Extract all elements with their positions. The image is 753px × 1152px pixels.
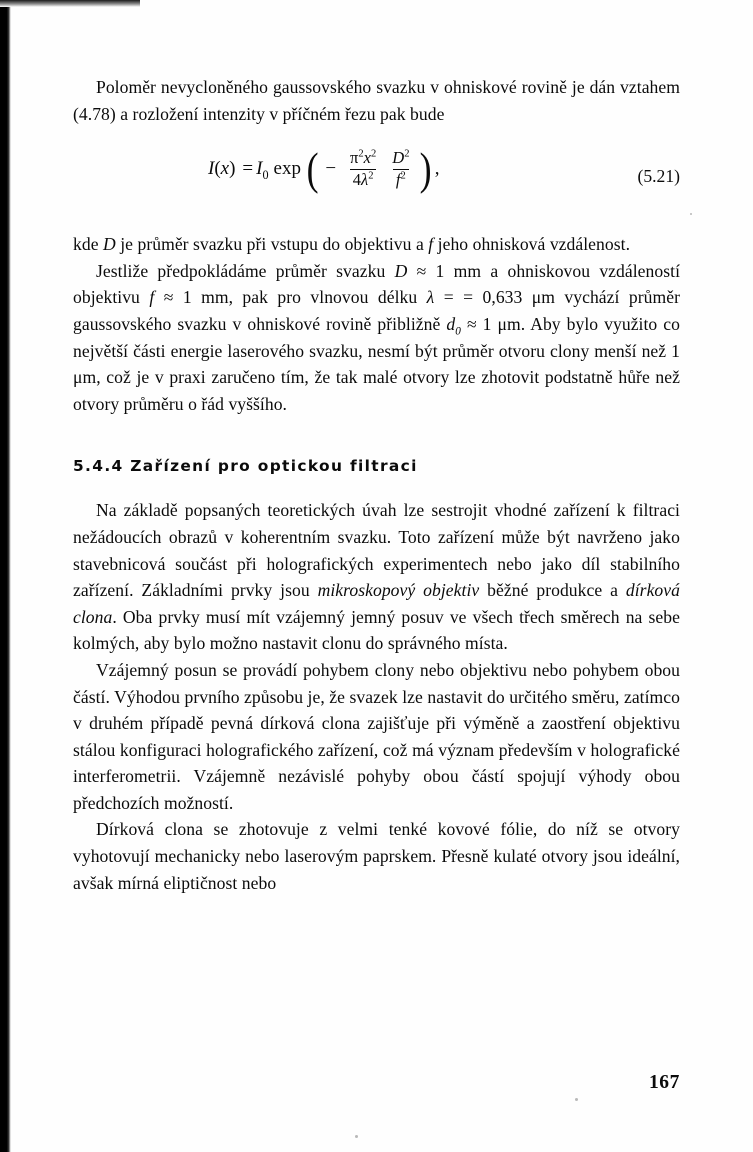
intro-line-1: Poloměr nevycloněného gaussovského svazku v ohniskové rovině <box>96 77 567 97</box>
equation-paren-open: ( <box>306 142 319 194</box>
fraction-2-numerator: $D^2$ <box>392 148 410 168</box>
equation-5-21 <box>73 142 680 211</box>
scan-speckle <box>575 1098 578 1101</box>
equation-I0: $I_0$ <box>256 158 269 182</box>
symbol-f: f <box>149 287 155 308</box>
paragraph-example: Jestliže předpokládáme průměr svazku D ≈ 1 mm a ohniskovou vzdáleností objektivu f ≈ 1 mm, pak pro vlnovou délku λ = = 0,633 μm vychází průměr gaussovského svazku v ohniskové rovině přibližně $d_0 \approx 1$ μm. Aby bylo využito co největší části energie laserového svazku, nesmí být průměr otvoru clony menší než 1 μm, což je v praxi zaručeno tím, že tak malé otvory lze zhotovit podstatně hůře než otvory průměru o řád vyššího. <box>73 260 681 414</box>
scan-edge-left <box>0 0 11 1152</box>
page-number: 167 <box>648 1072 680 1093</box>
symbol-D: D <box>394 260 408 281</box>
paragraph-section-intro: Na základě popsaných teoretických úvah lze sestrojit vhodné zařízení k filtraci nežádoucích obrazů v koherentním svazku. Toto zařízení může být navrženo jako stavebnicová součást při holografických experimentech nebo jako díl stabilního zařízení. Základními prvky jsou mikroskopový objektiv běžné produkce a dírková clona. Oba prvky musí mít vzájemný jemný posuv ve všech třech směrech na sebe kolmých, aby bylo možno nastavit clonu do správného místa. <box>73 500 680 654</box>
symbol-d0: $d_0$ <box>446 313 461 338</box>
scan-edge-top <box>0 0 140 7</box>
equation-comma: , <box>434 158 440 180</box>
paragraph-pinhole: Dírková clona se zhotovuje z velmi tenké kovové fólie, do níž se otvory vyhotovují mechanicky nebo laserovým paprskem. Přesně kulaté otvory jsou ideální, avšak mírná eliptičnost nebo <box>73 819 680 893</box>
paragraph-after-equation: kde D je průměr svazku při vstupu do objektivu a f jeho ohnisková vzdálenost. <box>73 234 631 255</box>
scan-speckle <box>690 213 692 215</box>
equation-fraction-2 <box>389 149 412 189</box>
paragraph-intro <box>73 74 680 127</box>
equation-minus: − <box>325 158 337 180</box>
paragraph-shift: Vzájemný posun se provádí pohybem clony nebo objektivu nebo pohybem obou částí. Výhodou prvního způsobu je, že svazek lze nastavit do určitého směru, zatímco v druhém případě pevná dírková clona zajišťuje při výměně a zaostření objektivu stálou konfiguraci holografického zařízení, což má význam především v holografické interferometrii. Vzájemně nezávislé pohyby obou částí spojují výhody obou předchozích možností. <box>73 659 680 813</box>
equation-number: (5.21) <box>637 166 680 187</box>
symbol-lambda: λ <box>426 287 435 308</box>
fraction-1-numerator: $\pi^2x^2$ <box>350 148 377 168</box>
equation-paren-close: ) <box>420 142 433 194</box>
intro-line-2: je dán vztahem (4.78) a rozložení intenzity v příčném řezu pak bude <box>73 77 680 124</box>
scan-speckle <box>355 1135 358 1138</box>
equation-body <box>208 142 440 194</box>
emphasis-dirkova-clona: dírková clona <box>73 580 680 627</box>
symbol-f: f <box>428 234 434 255</box>
text-column <box>73 74 680 896</box>
equation-equals: = <box>242 158 254 180</box>
section-heading-5-4-4: 5.4.4 Zařízení pro optickou filtraci <box>73 457 418 476</box>
emphasis-mikroskopovy-objektiv: mikroskopový objektiv <box>317 580 480 601</box>
equation-fraction-1 <box>347 149 379 189</box>
fraction-2-denominator: $f^2$ <box>393 169 409 189</box>
equation-exp-label: exp <box>273 158 301 180</box>
fraction-1-denominator: $4\lambda^2$ <box>350 169 377 189</box>
equation-lhs: I(x) <box>208 158 236 180</box>
symbol-D: D <box>103 234 116 255</box>
